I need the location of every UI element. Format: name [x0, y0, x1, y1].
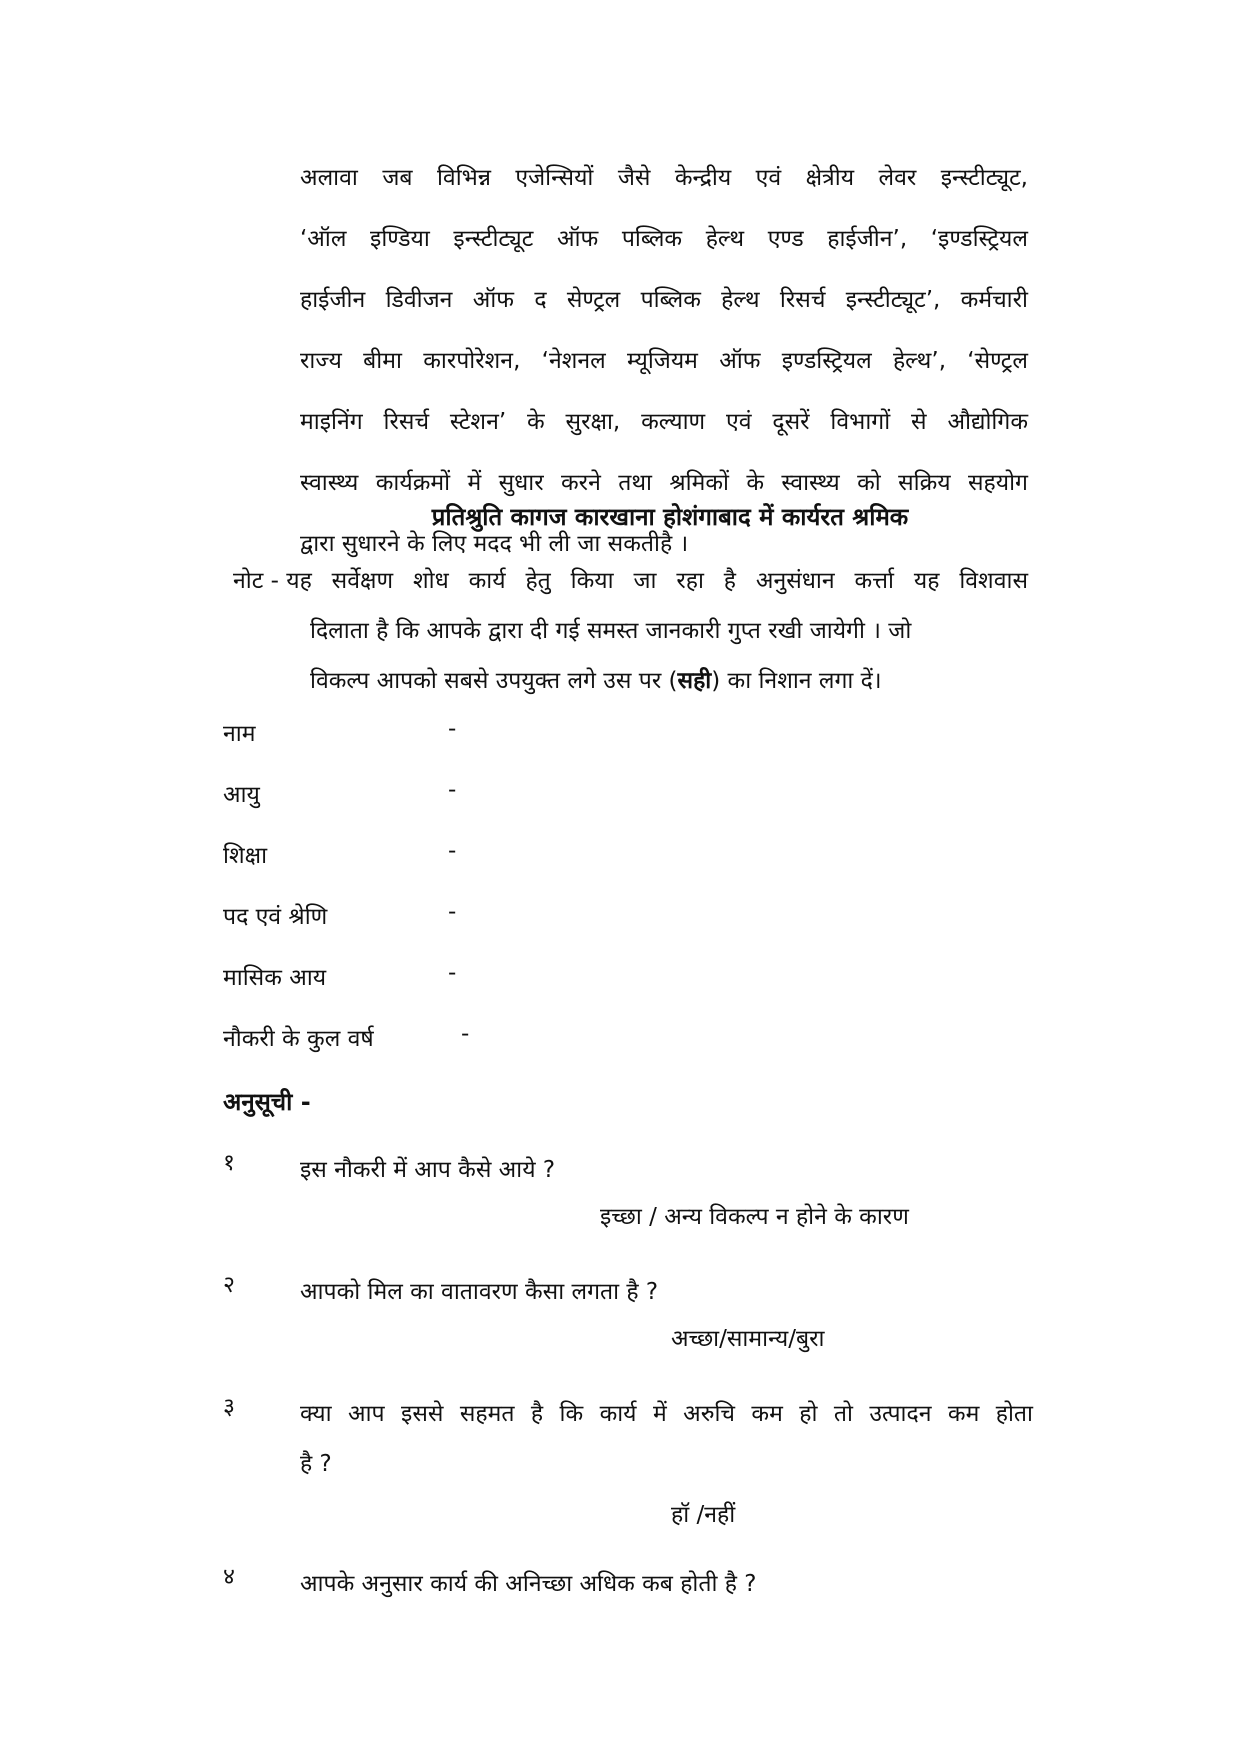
question-list: [223, 1145, 1033, 1619]
answer-options: अच्छा/सामान्य/बुरा: [671, 1326, 825, 1352]
intro-line: अलावा जब विभिन्न एजेन्सियों जैसे केन्द्रीय एवं क्षेत्रीय लेवर इन्स्टीट्यूट,: [300, 165, 1028, 191]
field-label: आयु: [223, 782, 260, 808]
info-fields: [223, 716, 823, 1082]
intro-line: ‘ऑल इण्डिया इन्स्टीट्यूट ऑफ पब्लिक हेल्थ एण्ड हाईजीन’, ‘इण्डस्ट्रियल: [300, 226, 1028, 252]
field-row: [223, 777, 823, 838]
intro-line: स्वास्थ्य कार्यक्रमों में सुधार करने तथा श्रमिकों के स्वास्थ्य को सक्रिय सहयोग: [300, 470, 1028, 496]
note-line-text: ) का निशान लगा दें।: [711, 668, 882, 694]
section-heading: प्रतिश्रुति कागज कारखाना होशंगाबाद में कार्यरत श्रमिक: [431, 503, 909, 531]
field-blank: -: [461, 1021, 470, 1047]
schedule-title: अनुसूची -: [223, 1088, 311, 1116]
question-item: [223, 1145, 1033, 1267]
question-number: ३: [223, 1394, 235, 1420]
question-text: [300, 1559, 1033, 1609]
question-item: [223, 1267, 1033, 1389]
question-item: [223, 1559, 1033, 1619]
field-row: [223, 716, 823, 777]
field-row: [223, 899, 823, 960]
field-label: नौकरी के कुल वर्ष: [223, 1026, 374, 1052]
intro-line: माइनिंग रिसर्च स्टेशन’ के सुरक्षा, कल्याण एवं दूसरें विभागों से औद्योगिक: [300, 409, 1028, 435]
field-blank: -: [448, 838, 457, 864]
answer-options: इच्छा / अन्य विकल्प न होने के कारण: [600, 1204, 909, 1230]
field-blank: -: [448, 960, 457, 986]
question-number: २: [223, 1272, 235, 1298]
field-label: शिक्षा: [223, 843, 268, 869]
field-blank: -: [448, 716, 457, 742]
intro-line: राज्य बीमा कारपोरेशन, ‘नेशनल म्यूजियम ऑफ इण्डस्ट्रियल हेल्थ’, ‘सेण्ट्रल: [300, 348, 1028, 374]
question-item: [223, 1389, 1033, 1559]
note-bold-word: सही: [677, 668, 712, 694]
intro-line: द्वारा सुधारने के लिए मदद भी ली जा सकतीहै ।: [300, 531, 689, 557]
question-line: आपको मिल का वातावरण कैसा लगता है ?: [300, 1279, 659, 1305]
note-line: दिलाता है कि आपके द्वारा दी गई समस्त जानकारी गुप्त रखी जायेगी । जो: [310, 618, 912, 644]
field-blank: -: [448, 777, 457, 803]
question-text: [300, 1267, 1033, 1317]
question-number: ४: [223, 1564, 235, 1590]
question-line: आपके अनुसार कार्य की अनिच्छा अधिक कब होती है ?: [300, 1571, 757, 1597]
note-line-text: विकल्प आपको सबसे उपयुक्त लगे उस पर (: [310, 668, 678, 694]
note-line: [233, 656, 1028, 706]
note-prefix: नोट -: [233, 568, 287, 594]
answer-options: हॉ /नहीं: [671, 1502, 736, 1528]
field-blank: -: [448, 899, 457, 925]
question-line: है ?: [300, 1451, 332, 1477]
note-block: [233, 556, 1028, 706]
field-label: पद एवं श्रेणि: [223, 904, 328, 930]
question-line: इस नौकरी में आप कैसे आये ?: [300, 1157, 556, 1183]
intro-line: हाईजीन डिवीजन ऑफ द सेण्ट्रल पब्लिक हेल्थ रिसर्च इन्स्टीट्यूट’, कर्मचारी: [300, 287, 1028, 313]
question-text: [300, 1389, 1033, 1489]
field-row: [223, 1021, 823, 1082]
question-line: क्या आप इससे सहमत है कि कार्य में अरुचि कम हो तो उत्पादन कम होता: [300, 1401, 1033, 1427]
field-label: नाम: [223, 721, 256, 747]
question-number: १: [223, 1150, 235, 1176]
field-row: [223, 838, 823, 899]
note-line: यह सर्वेक्षण शोध कार्य हेतु किया जा रहा है अनुसंधान कर्त्ता यह विशवास: [286, 568, 1028, 594]
field-row: [223, 960, 823, 1021]
field-label: मासिक आय: [223, 965, 327, 991]
